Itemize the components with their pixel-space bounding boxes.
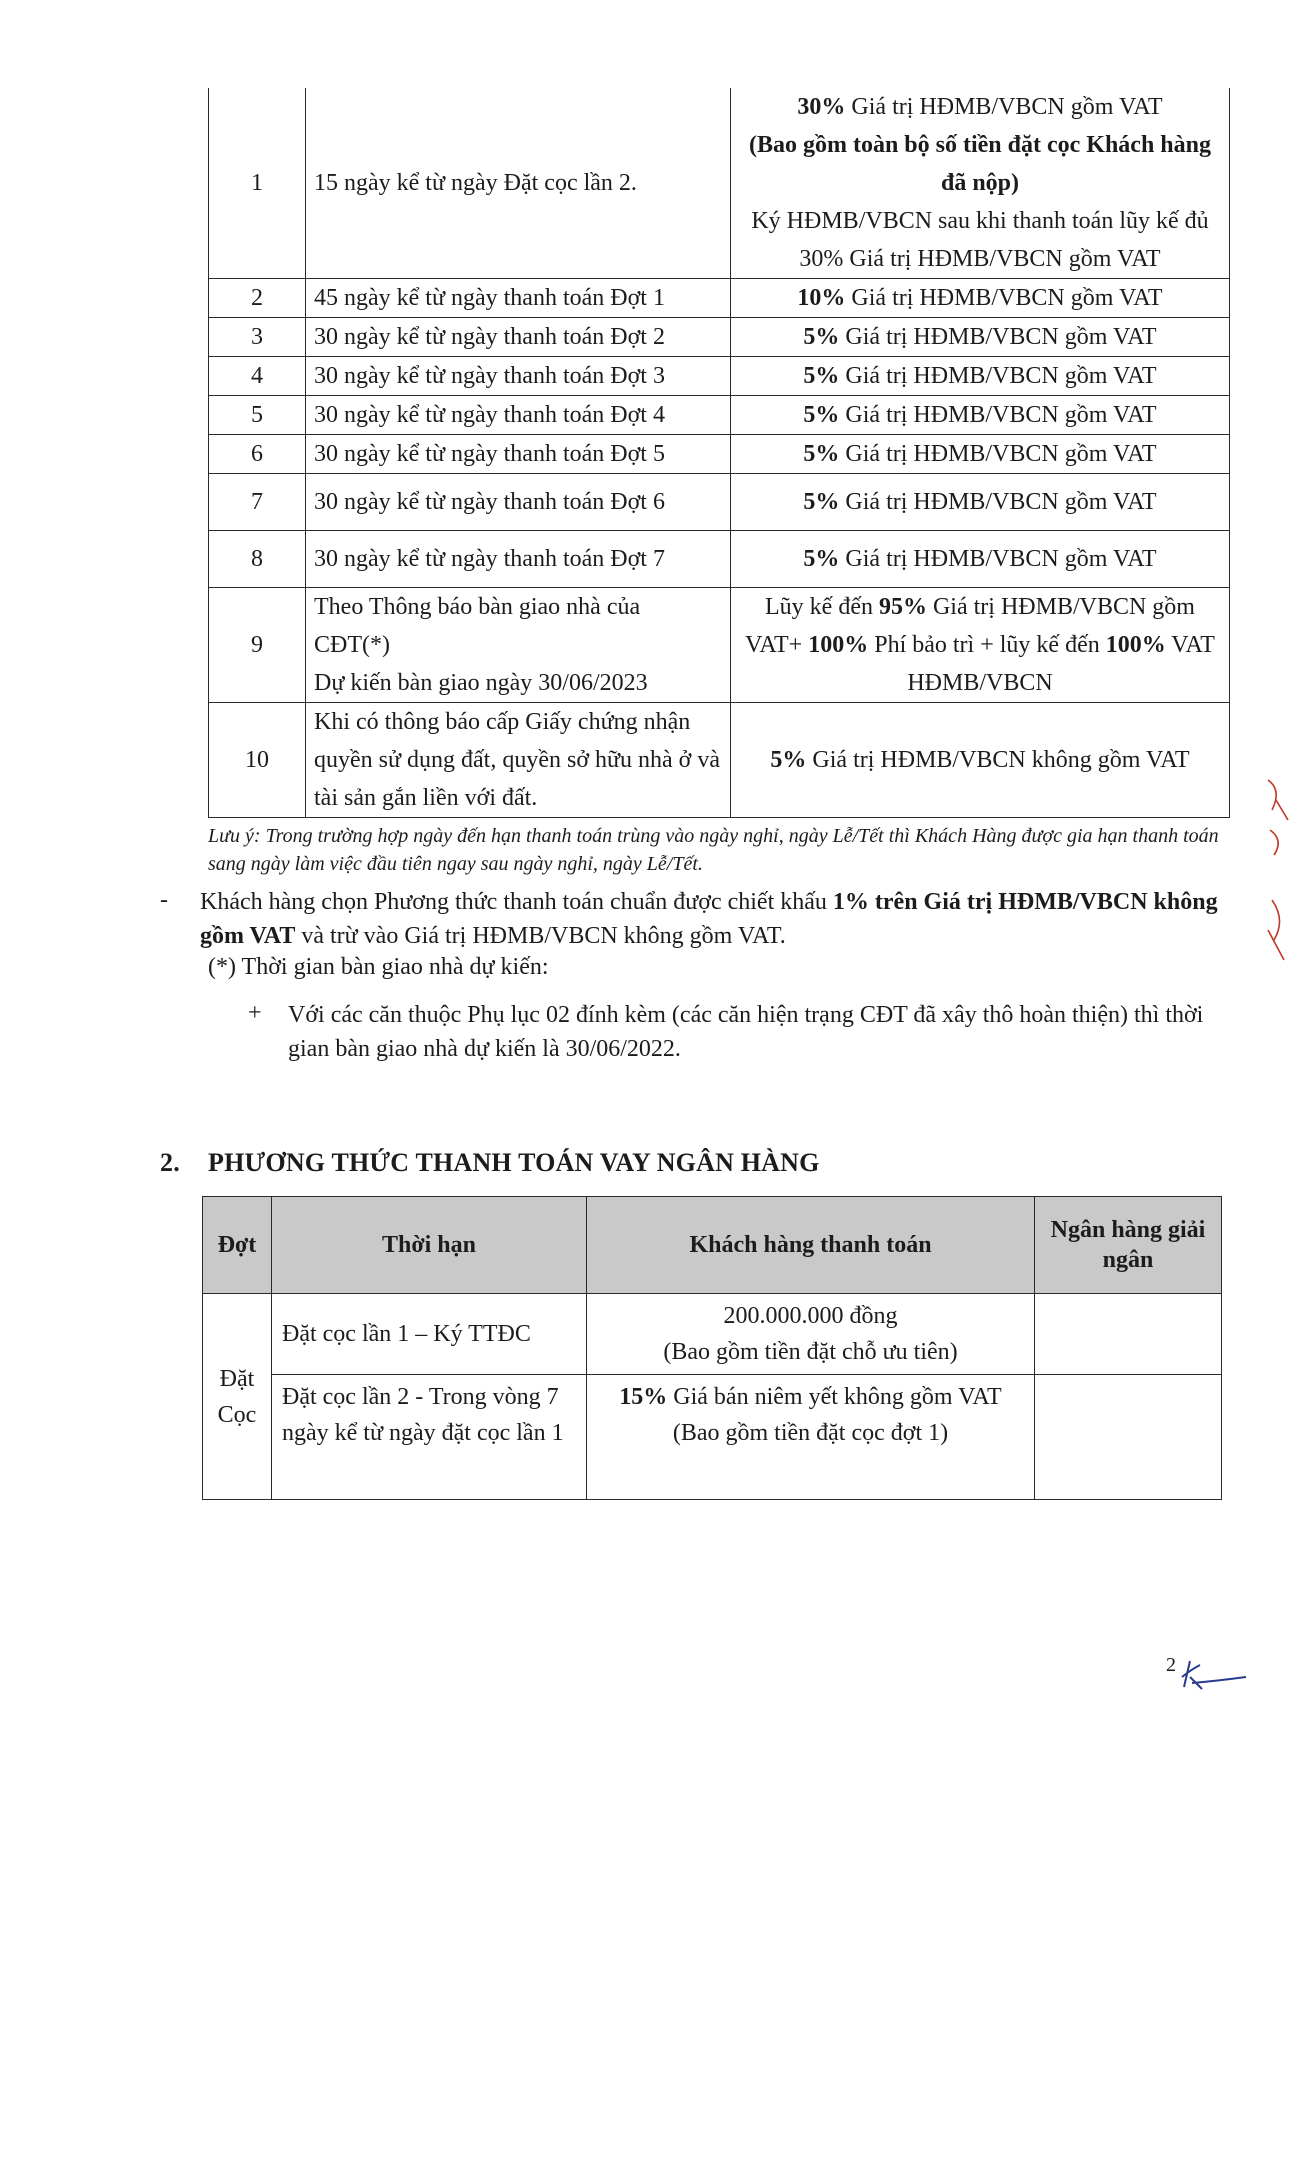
section-number: 2.	[160, 1148, 180, 1177]
deposit-term: Đặt cọc lần 1 – Ký TTĐC	[272, 1294, 587, 1375]
installment-term: 30 ngày kể từ ngày thanh toán Đợt 7	[306, 531, 731, 588]
initials-signature	[1176, 1655, 1256, 1695]
column-header: Đợt	[203, 1197, 272, 1294]
installment-payment: Lũy kế đến 95% Giá trị HĐMB/VBCN gồm VAT+ 100% Phí bảo trì + lũy kế đến 100% VAT HĐMB/VBCN	[731, 588, 1230, 703]
table-row	[209, 588, 1230, 703]
installment-payment: 5% Giá trị HĐMB/VBCN gồm VAT	[731, 396, 1230, 435]
installment-number: 10	[209, 703, 306, 818]
deposit-payment: 15% Giá bán niêm yết không gồm VAT (Bao gồm tiền đặt cọc đợt 1)	[587, 1375, 1035, 1500]
installment-payment: 5% Giá trị HĐMB/VBCN gồm VAT	[731, 474, 1230, 531]
section-heading	[160, 1148, 820, 1178]
deposit-term: Đặt cọc lần 2 - Trong vòng 7 ngày kể từ ngày đặt cọc lần 1	[272, 1375, 587, 1500]
table-row	[203, 1294, 1222, 1375]
table-row	[209, 703, 1230, 818]
margin-annotation-mark	[1262, 760, 1296, 980]
installment-payment: 5% Giá trị HĐMB/VBCN gồm VAT	[731, 318, 1230, 357]
installment-number: 8	[209, 531, 306, 588]
table-row	[209, 531, 1230, 588]
section-title: PHƯƠNG THỨC THANH TOÁN VAY NGÂN HÀNG	[208, 1148, 820, 1177]
table-row	[209, 88, 1230, 279]
note-text: Lưu ý: Trong trường hợp ngày đến hạn thanh toán trùng vào ngày nghỉ, ngày Lễ/Tết thì Khách Hàng được gia hạn thanh toán sang ngày làm việc đầu tiên ngay sau ngày nghỉ, ngày Lễ/Tết.	[208, 825, 1219, 875]
installment-number: 7	[209, 474, 306, 531]
bullet-plus: +	[248, 1000, 262, 1026]
installment-term: 30 ngày kể từ ngày thanh toán Đợt 4	[306, 396, 731, 435]
installment-number: 3	[209, 318, 306, 357]
table-row	[209, 357, 1230, 396]
bank-disbursement	[1035, 1294, 1222, 1375]
deposit-payment: 200.000.000 đồng (Bao gồm tiền đặt chỗ ưu tiên)	[587, 1294, 1035, 1375]
installment-number: 2	[209, 279, 306, 318]
bullet-dash: -	[160, 887, 168, 913]
installment-number: 4	[209, 357, 306, 396]
page-number: 2	[1166, 1654, 1176, 1676]
installment-term: 30 ngày kể từ ngày thanh toán Đợt 5	[306, 435, 731, 474]
table-row	[209, 279, 1230, 318]
bank-disbursement	[1035, 1375, 1222, 1500]
installment-payment: 5% Giá trị HĐMB/VBCN gồm VAT	[731, 531, 1230, 588]
installment-payment: 10% Giá trị HĐMB/VBCN gồm VAT	[731, 279, 1230, 318]
installment-number: 5	[209, 396, 306, 435]
installment-payment: 5% Giá trị HĐMB/VBCN không gồm VAT	[731, 703, 1230, 818]
table-row	[209, 396, 1230, 435]
installment-number: 1	[209, 88, 306, 279]
installment-term: 30 ngày kể từ ngày thanh toán Đợt 6	[306, 474, 731, 531]
bank-loan-table	[202, 1196, 1222, 1500]
column-header: Thời hạn	[272, 1197, 587, 1294]
table-row	[209, 318, 1230, 357]
installment-payment: 5% Giá trị HĐMB/VBCN gồm VAT	[731, 435, 1230, 474]
installment-term: 15 ngày kể từ ngày Đặt cọc lần 2.	[306, 88, 731, 279]
table-row	[209, 435, 1230, 474]
table-row	[203, 1375, 1222, 1500]
installment-payment: 5% Giá trị HĐMB/VBCN gồm VAT	[731, 357, 1230, 396]
handover-heading: (*) Thời gian bàn giao nhà dự kiến:	[208, 954, 549, 980]
installment-term: 45 ngày kể từ ngày thanh toán Đợt 1	[306, 279, 731, 318]
installment-payment: 30% Giá trị HĐMB/VBCN gồm VAT (Bao gồm toàn bộ số tiền đặt cọc Khách hàng đã nộp) Ký HĐMB/VBCN sau khi thanh toán lũy kế đủ 30% Giá trị HĐMB/VBCN gồm VAT	[731, 88, 1230, 279]
installment-term: 30 ngày kể từ ngày thanh toán Đợt 3	[306, 357, 731, 396]
installment-number: 6	[209, 435, 306, 474]
discount-paragraph: Khách hàng chọn Phương thức thanh toán chuẩn được chiết khấu 1% trên Giá trị HĐMB/VBCN không gồm VAT và trừ vào Giá trị HĐMB/VBCN không gồm VAT.	[200, 889, 1218, 949]
handover-paragraph: Với các căn thuộc Phụ lục 02 đính kèm (các căn hiện trạng CĐT đã xây thô hoàn thiện) thì thời gian bàn giao nhà dự kiến là 30/06/2022.	[288, 1002, 1204, 1062]
installment-term: 30 ngày kể từ ngày thanh toán Đợt 2	[306, 318, 731, 357]
installment-term: Khi có thông báo cấp Giấy chứng nhận quyền sử dụng đất, quyền sở hữu nhà ở và tài sản gắn liền với đất.	[306, 703, 731, 818]
table-header-row	[203, 1197, 1222, 1294]
deposit-group-label: Đặt Cọc	[203, 1294, 272, 1500]
installment-number: 9	[209, 588, 306, 703]
installment-term: Theo Thông báo bàn giao nhà của CĐT(*) Dự kiến bàn giao ngày 30/06/2023	[306, 588, 731, 703]
column-header: Ngân hàng giải ngân	[1035, 1197, 1222, 1294]
column-header: Khách hàng thanh toán	[587, 1197, 1035, 1294]
payment-schedule-table	[208, 88, 1230, 818]
table-row	[209, 474, 1230, 531]
